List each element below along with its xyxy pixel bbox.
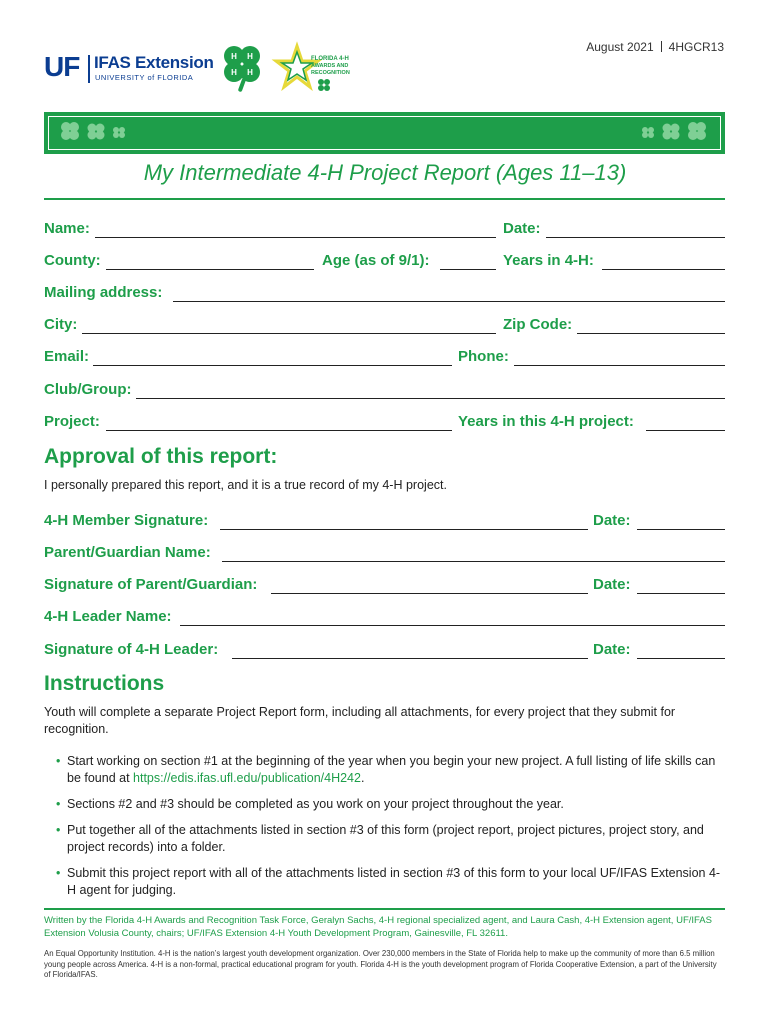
parent-date-field[interactable] (637, 593, 725, 594)
leader-signature-field[interactable] (232, 658, 588, 659)
name-label: Name: (44, 220, 90, 237)
age-field[interactable] (440, 269, 496, 270)
date-label: Date: (503, 220, 541, 237)
logo-divider (88, 55, 90, 83)
member-signature-label: 4-H Member Signature: (44, 512, 209, 529)
award-line-2: AWARDS AND (311, 63, 349, 69)
row-email-phone (44, 348, 725, 370)
row-name-date (44, 220, 725, 242)
approval-heading: Approval of this report: (44, 445, 278, 468)
instruction-text-1 (67, 753, 727, 787)
footer-rule (44, 908, 725, 910)
banner-frame (48, 116, 721, 150)
mailing-label: Mailing address: (44, 284, 163, 301)
member-signature-field[interactable] (220, 529, 588, 530)
city-label: City: (44, 316, 78, 333)
row-county-age-years (44, 252, 725, 274)
leader-signature-label: Signature of 4-H Leader: (44, 641, 219, 658)
date-field[interactable] (546, 237, 725, 238)
bullet-dot: • (56, 754, 61, 768)
email-label: Email: (44, 348, 90, 365)
ifas-extension-name: IFAS Extension (94, 53, 214, 72)
document-meta (586, 40, 724, 54)
project-field[interactable] (106, 430, 452, 431)
member-date-field[interactable] (637, 529, 725, 530)
meta-separator (661, 41, 662, 52)
instruction-text-2: Sections #2 and #3 should be completed as you work on your project throughout the year. (67, 797, 564, 811)
document-code: 4HGCR13 (668, 40, 724, 54)
leader-date-field[interactable] (637, 658, 725, 659)
svg-text:H: H (247, 52, 253, 61)
approval-statement: I personally prepared this report, and it is a true record of my 4-H project. (44, 478, 447, 492)
award-line-1: FLORIDA 4-H (311, 56, 349, 62)
shamrock-right-icon (631, 118, 711, 146)
row-parent-signature (44, 576, 725, 598)
zip-field[interactable] (577, 333, 725, 334)
instruction-1-body: Start working on section #1 at the beginning of the year when you begin your new project. A full listing of life skills can be found at (67, 754, 716, 785)
project-years-field[interactable] (646, 430, 725, 431)
name-field[interactable] (95, 237, 496, 238)
age-label: Age (as of 9/1): (322, 252, 430, 269)
county-label: County: (44, 252, 101, 269)
title-rule (44, 198, 725, 200)
svg-text:H: H (231, 52, 237, 61)
leader-date-label: Date: (593, 641, 631, 658)
club-field[interactable] (136, 398, 725, 399)
email-field[interactable] (93, 365, 452, 366)
parent-name-field[interactable] (222, 561, 725, 562)
header-banner (44, 112, 725, 154)
4h-clover-icon (218, 42, 266, 98)
bullet-dot: • (56, 866, 61, 880)
row-leader-signature (44, 641, 725, 663)
phone-field[interactable] (514, 365, 725, 366)
shamrock-left-icon (58, 118, 138, 146)
project-label: Project: (44, 413, 100, 430)
years-field[interactable] (602, 269, 725, 270)
equal-opportunity-text: An Equal Opportunity Institution. 4-H is the nation’s largest youth development organization. Over 230,000 members in the State of Florida help to make up the community of more than 6.5 million young people across America. 4-H is a non-formal, practical educational program for youth. Florida 4-H is the youth development program of Florida Cooperative Extension, a part of the University of Florida/IFAS. (44, 949, 717, 979)
row-parent-name (44, 544, 725, 566)
zip-label: Zip Code: (503, 316, 573, 333)
instructions-heading: Instructions (44, 672, 165, 695)
leader-name-field[interactable] (180, 625, 725, 626)
instruction-text-3: Put together all of the attachments listed in section #3 of this form (project report, project pictures, project story, and project records) into a folder. (67, 823, 704, 854)
row-city-zip (44, 316, 725, 338)
parent-signature-field[interactable] (271, 593, 588, 594)
life-skills-link[interactable]: https://edis.ifas.ufl.edu/publication/4H242 (133, 771, 361, 785)
publication-date: August 2021 (586, 40, 654, 54)
parent-signature-label: Signature of Parent/Guardian: (44, 576, 258, 593)
parent-name-label: Parent/Guardian Name: (44, 544, 211, 561)
row-mailing (44, 284, 725, 306)
row-member-signature (44, 512, 725, 534)
bullet-dot: • (56, 823, 61, 837)
credits-text: Written by the Florida 4-H Awards and Recognition Task Force, Geralyn Sachs, 4-H regional specialized agent, and Laura Cash, 4-H Extension agent, UF/IFAS Extension Volusia County, chairs; UF/IFAS Extension 4-H Youth Development Program, Gainesville, FL 32611. (44, 915, 712, 939)
svg-text:H: H (231, 68, 237, 77)
city-field[interactable] (82, 333, 496, 334)
project-years-label: Years in this 4-H project: (458, 413, 634, 430)
instructions-intro: Youth will complete a separate Project Report form, including all attachments, for every project that they submit for recognition. (44, 705, 676, 736)
club-label: Club/Group: (44, 381, 132, 398)
award-line-3: RECOGNITION (311, 70, 350, 76)
row-leader-name (44, 608, 725, 630)
county-field[interactable] (106, 269, 314, 270)
row-club (44, 381, 725, 403)
uf-mark: UF (44, 51, 80, 82)
instruction-1-end: . (360, 771, 365, 785)
phone-label: Phone: (458, 348, 509, 365)
row-project (44, 413, 725, 435)
member-date-label: Date: (593, 512, 631, 529)
university-name: UNIVERSITY of FLORIDA (95, 73, 194, 82)
leader-name-label: 4-H Leader Name: (44, 608, 172, 625)
page-title: My Intermediate 4-H Project Report (Ages 11–13) (143, 160, 627, 185)
mailing-field[interactable] (173, 301, 725, 302)
years-label: Years in 4-H: (503, 252, 594, 269)
awards-star-logo (275, 44, 350, 96)
parent-date-label: Date: (593, 576, 631, 593)
uf-ifas-logo (44, 53, 214, 85)
bullet-dot: • (56, 797, 61, 811)
svg-text:H: H (247, 68, 253, 77)
instruction-text-4: Submit this project report with all of the attachments listed in section #3 of this form to your local UF/IFAS Extension 4-H agent for judging. (67, 866, 721, 897)
